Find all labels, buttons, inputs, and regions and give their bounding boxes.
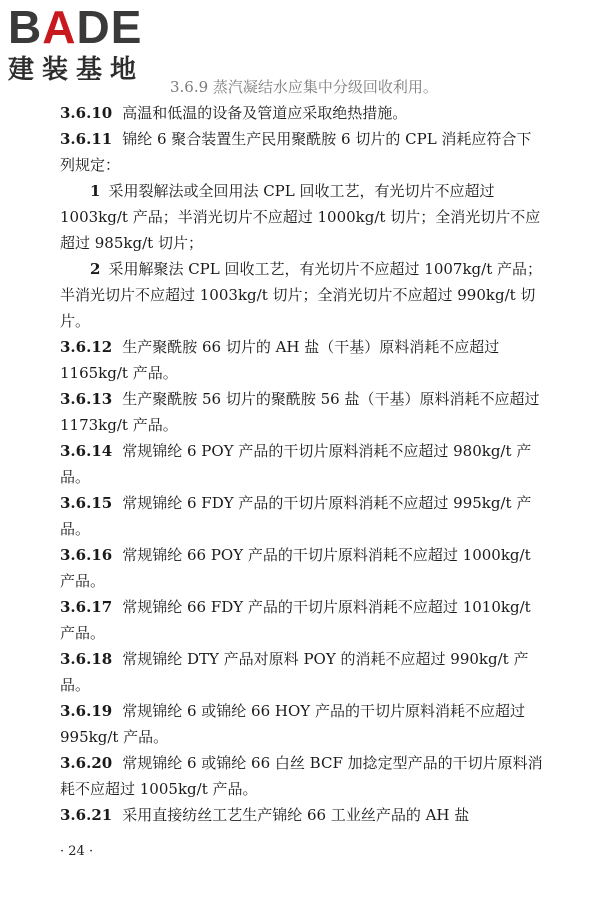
section-3-6-11: 3.6.11 锦纶 6 聚合装置生产民用聚酰胺 6 切片的 CPL 消耗应符合下列规定： [60, 130, 532, 174]
section-3-6-17: 3.6.17 常规锦纶 66 FDY 产品的干切片原料消耗不应超过 1010kg/t 产品。 [60, 598, 531, 642]
section-3-6-14: 3.6.14 常规锦纶 6 POY 产品的干切片原料消耗不应超过 980kg/t 产品。 [60, 442, 532, 486]
section-3-6-10: 3.6.10 高温和低温的设备及管道应采取绝热措施。 [60, 104, 408, 122]
section-3-6-16: 3.6.16 常规锦纶 66 POY 产品的干切片原料消耗不应超过 1000kg/t 产品。 [60, 546, 531, 590]
list-item: 2 采用解聚法 CPL 回收工艺，有光切片不应超过 1007kg/t 产品；半消光切片不应超过 1003kg/t 切片；全消光切片不应超过 990kg/t 切片。 [60, 260, 542, 330]
logo-wordmark: BADE [8, 1, 143, 53]
section-3-6-12: 3.6.12 生产聚酰胺 66 切片的 AH 盐（干基）原料消耗不应超过 1165kg/t 产品。 [60, 338, 500, 382]
section-3-6-18: 3.6.18 常规锦纶 DTY 产品对原料 POY 的消耗不应超过 990kg/t 产品。 [60, 650, 529, 694]
section-3-6-13: 3.6.13 生产聚酰胺 56 切片的聚酰胺 56 盐（干基）原料消耗不应超过 1173kg/t 产品。 [60, 390, 540, 434]
section-3-6-15: 3.6.15 常规锦纶 6 FDY 产品的干切片原料消耗不应超过 995kg/t 产品。 [60, 494, 532, 538]
document-body [60, 74, 546, 828]
list-item: 1 采用裂解法或全回用法 CPL 回收工艺，有光切片不应超过 1003kg/t 产品；半消光切片不应超过 1000kg/t 切片；全消光切片不应超过 985kg/t 切片； [60, 182, 541, 252]
page-number: · 24 · [60, 844, 94, 859]
section-3-6-19: 3.6.19 常规锦纶 6 或锦纶 66 HOY 产品的干切片原料消耗不应超过 995kg/t 产品。 [60, 702, 525, 746]
logo-subtitle: 建装基地 [8, 55, 145, 85]
section-3-6-21: 3.6.21 采用直接纺丝工艺生产锦纶 66 工业丝产品的 AH 盐 [60, 806, 470, 824]
partial-first-line: 3.6.9 蒸汽凝结水应集中分级回收利用。 [170, 78, 438, 96]
section-3-6-20: 3.6.20 常规锦纶 6 或锦纶 66 白丝 BCF 加捻定型产品的干切片原料消耗不应超过 1005kg/t 产品。 [60, 754, 543, 798]
